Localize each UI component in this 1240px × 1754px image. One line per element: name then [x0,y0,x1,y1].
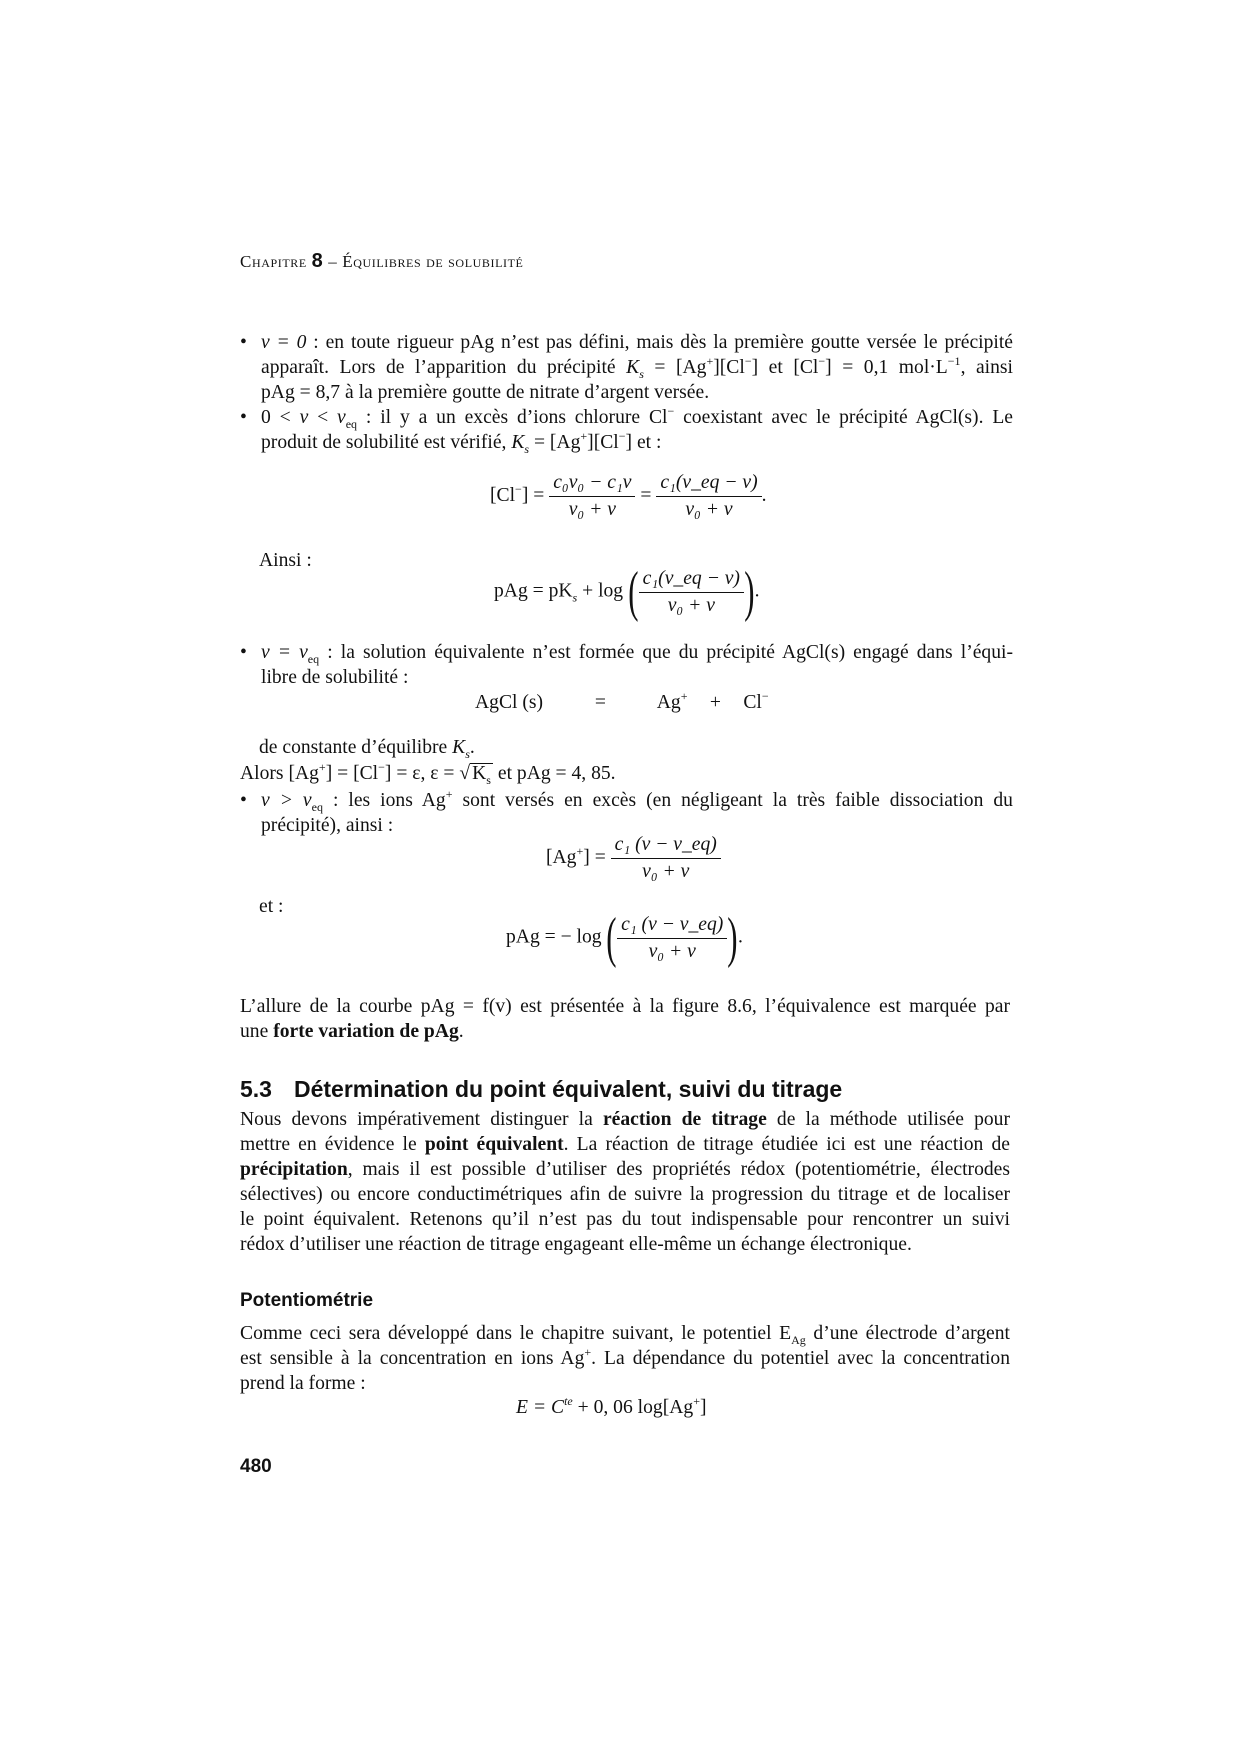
bullet-dot: • [240,407,247,428]
bullet-dot: • [240,642,247,663]
bullet-2-line-1: $0 < v < v_{eq}$ : il y a un excès d’ions chlorure Cl− coexistant avec le précipité AgCl(s). Le [261,404,1013,431]
equation-cl-concentration: [Cl−] = $\frac{\text{c₀v₀ − c₁v}}{\text{v₀ + v}}$ = $\frac{\text{c₁(v\_eq − v)}}{\text{v₀ + v}}$ . [490,472,767,520]
section-5-3-paragraph: Nous devons impérativement distinguer la réaction de titrage de la méthode utilisée pour mettre en évidence le point équivalent. La réaction de titrage étudiée ici est une réaction de précipitation, mais il est possible d’utiliser des propriétés rédox (potentiométrie, électrodes sélectives) ou encore conductimétriques afin de suivre la progression du titrage et de localiser le point équivalent. Retenons qu’il n’est pas du tout indispensable pour rencontrer un suivi rédox d’utiliser une réaction de titrage engageant elle-même un échange électronique. [240,1109,1010,1255]
bullet-3-line-1: $v = v_{eq}$ : la solution équivalente n’est formée que du précipité AgCl(s) engagé dans l’équi- [261,642,1013,666]
page-number: 480 [240,1456,272,1477]
equation-pag-after-equivalence: pAg = − log ( $\frac{\text{c₁ (v − v\_eq)}}{\text{v₀ + v}}$ ). [506,907,743,969]
bullet-3-line-3: de constante d’équilibre $K_s$. [259,737,475,761]
equation-agcl-equilibrium: AgCl (s) = Ag+ + Cl− [475,689,769,713]
ainsi-label: Ainsi : [259,550,312,571]
chapter-word: Chapitre [240,252,307,271]
curve-paragraph: L’allure de la courbe pAg = f(v) est présentée à la figure 8.6, l’équivalence est marquée par une forte variation de pAg. [240,996,1010,1042]
subsection-heading: Potentiométrie [240,1290,374,1311]
bullet-4-line-1: $v > v_{eq}$ : les ions Ag+ sont versés en excès (en négligeant la très faible dissociation du [261,787,1013,814]
bullet-dot: • [240,790,247,811]
bullet-1-line-2: apparaît. Lors de l’apparition du précipité $K_s = [Ag^+][Cl^-]$ et [Cl−] = 0,1 $mol\cdot L^{-1}$, ainsi [261,354,1013,381]
bullet-1-line-1: v = 0 : en toute rigueur pAg n’est pas défini, mais dès la première goutte versée le précipité [261,332,1013,353]
equation-ag-concentration: [Ag+] = $\frac{\text{c₁ (v − v\_eq)}}{\text{v₀ + v}}$ [546,832,721,885]
et-label: et : [259,896,284,917]
bullet-dot: • [240,332,247,353]
bullet-3-line-2: libre de solubilité : [261,667,409,688]
section-heading: 5.3 Détermination du point équivalent, suivi du titrage [240,1076,843,1102]
bullet-4-line-2: précipité), ainsi : [261,815,394,836]
chapter-number: 8 [311,250,324,272]
equation-pag-before-equivalence: pAg = $pK_s + \log$ ( $\frac{\text{c₁(v\_eq − v)}}{\text{v₀ + v}}$ ). [494,561,760,623]
chapter-title: – Équilibres de solubilité [328,252,524,271]
running-head [240,250,523,273]
potentiometrie-paragraph: Comme ceci sera développé dans le chapitre suivant, le potentiel $E_{Ag}$ d’une électrode d’argent est sensible à la concentration en ions Ag+. La dépendance du potentiel avec la concentration prend la forme : [240,1323,1010,1394]
bullet-1-line-3: pAg = 8,7 à la première goutte de nitrate d’argent versée. [261,382,710,403]
bullet-3-line-4: Alors [Ag+] = [Cl−] = ε, ε = √ $K_s$ et pAg = 4, 85. [240,760,616,787]
bullet-2-line-2: produit de solubilité est vérifié, $K_s = [Ag^+][Cl^-]$ et : [261,429,662,456]
equation-silver-electrode-potential: $E = C^{te} + 0$, 06 log[Ag+] [516,1394,707,1418]
